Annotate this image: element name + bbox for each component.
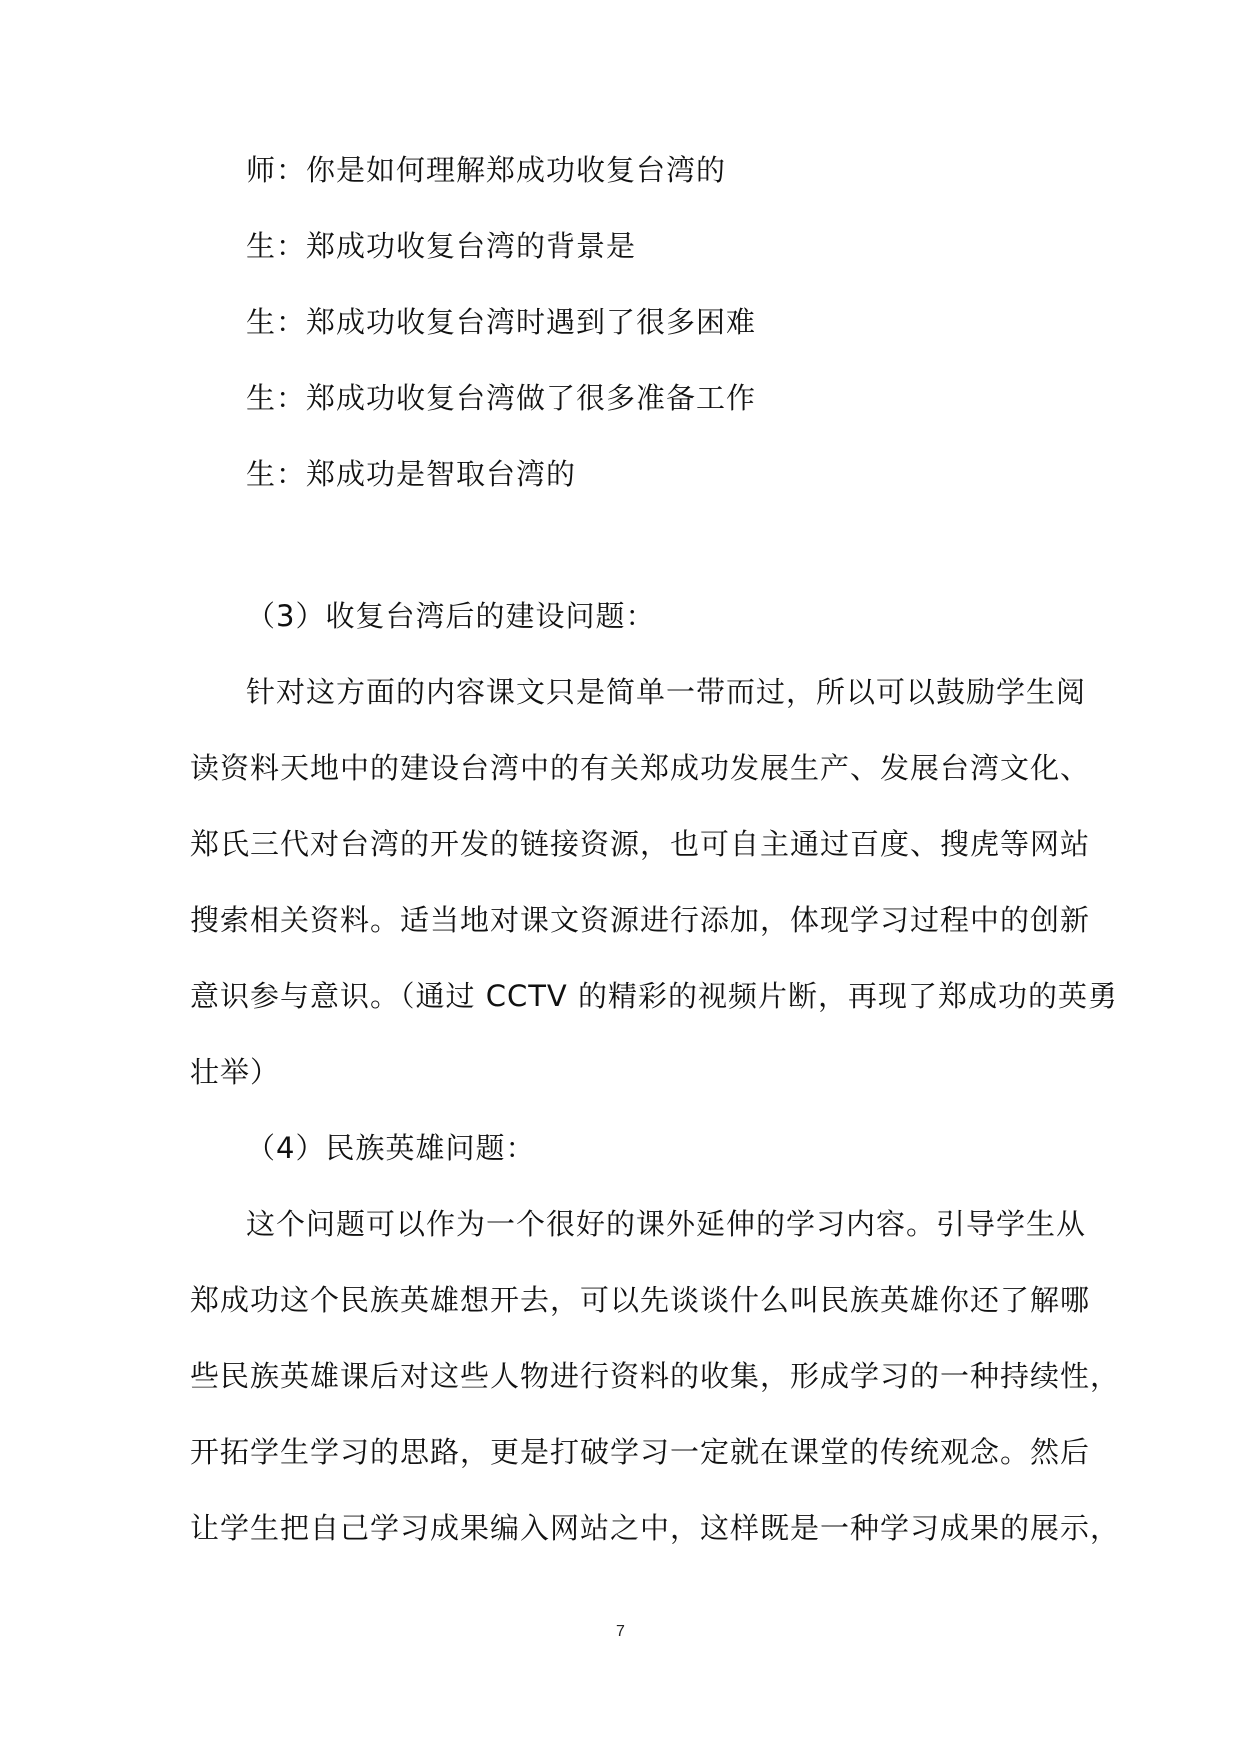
dialogue-line: 生：郑成功收复台湾做了很多准备工作 bbox=[246, 381, 757, 415]
paragraph-line: 这个问题可以作为一个很好的课外延伸的学习内容。引导学生从 bbox=[246, 1207, 1087, 1241]
page-number: 7 bbox=[616, 1623, 625, 1640]
dialogue-line: 生：郑成功收复台湾的背景是 bbox=[246, 229, 637, 263]
paragraph-line: 郑成功这个民族英雄想开去，可以先谈谈什么叫民族英雄你还了解哪 bbox=[190, 1283, 1091, 1317]
section-3-heading: （3）收复台湾后的建设问题： bbox=[246, 599, 656, 633]
paragraph-line: 郑氏三代对台湾的开发的链接资源，也可自主通过百度、搜虎等网站 bbox=[190, 827, 1091, 861]
paragraph-line: 让学生把自己学习成果编入网站之中，这样既是一种学习成果的展示， bbox=[190, 1511, 1121, 1545]
dialogue-line: 师：你是如何理解郑成功收复台湾的 bbox=[246, 153, 727, 187]
dialogue-line: 生：郑成功收复台湾时遇到了很多困难 bbox=[246, 305, 757, 339]
paragraph-line: 开拓学生学习的思路，更是打破学习一定就在课堂的传统观念。然后 bbox=[190, 1435, 1091, 1469]
paragraph-line: 读资料天地中的建设台湾中的有关郑成功发展生产、发展台湾文化、 bbox=[190, 751, 1091, 785]
section-4-heading: （4）民族英雄问题： bbox=[246, 1131, 536, 1165]
dialogue-line: 生：郑成功是智取台湾的 bbox=[246, 457, 577, 491]
paragraph-line: 些民族英雄课后对这些人物进行资料的收集，形成学习的一种持续性， bbox=[190, 1359, 1121, 1393]
paragraph-line: 壮举） bbox=[190, 1055, 281, 1089]
paragraph-line: 意识参与意识。（通过 CCTV 的精彩的视频片断，再现了郑成功的英勇 bbox=[190, 979, 1118, 1013]
paragraph-line: 搜索相关资料。适当地对课文资源进行添加，体现学习过程中的创新 bbox=[190, 903, 1091, 937]
paragraph-line: 针对这方面的内容课文只是简单一带而过，所以可以鼓励学生阅 bbox=[246, 675, 1087, 709]
